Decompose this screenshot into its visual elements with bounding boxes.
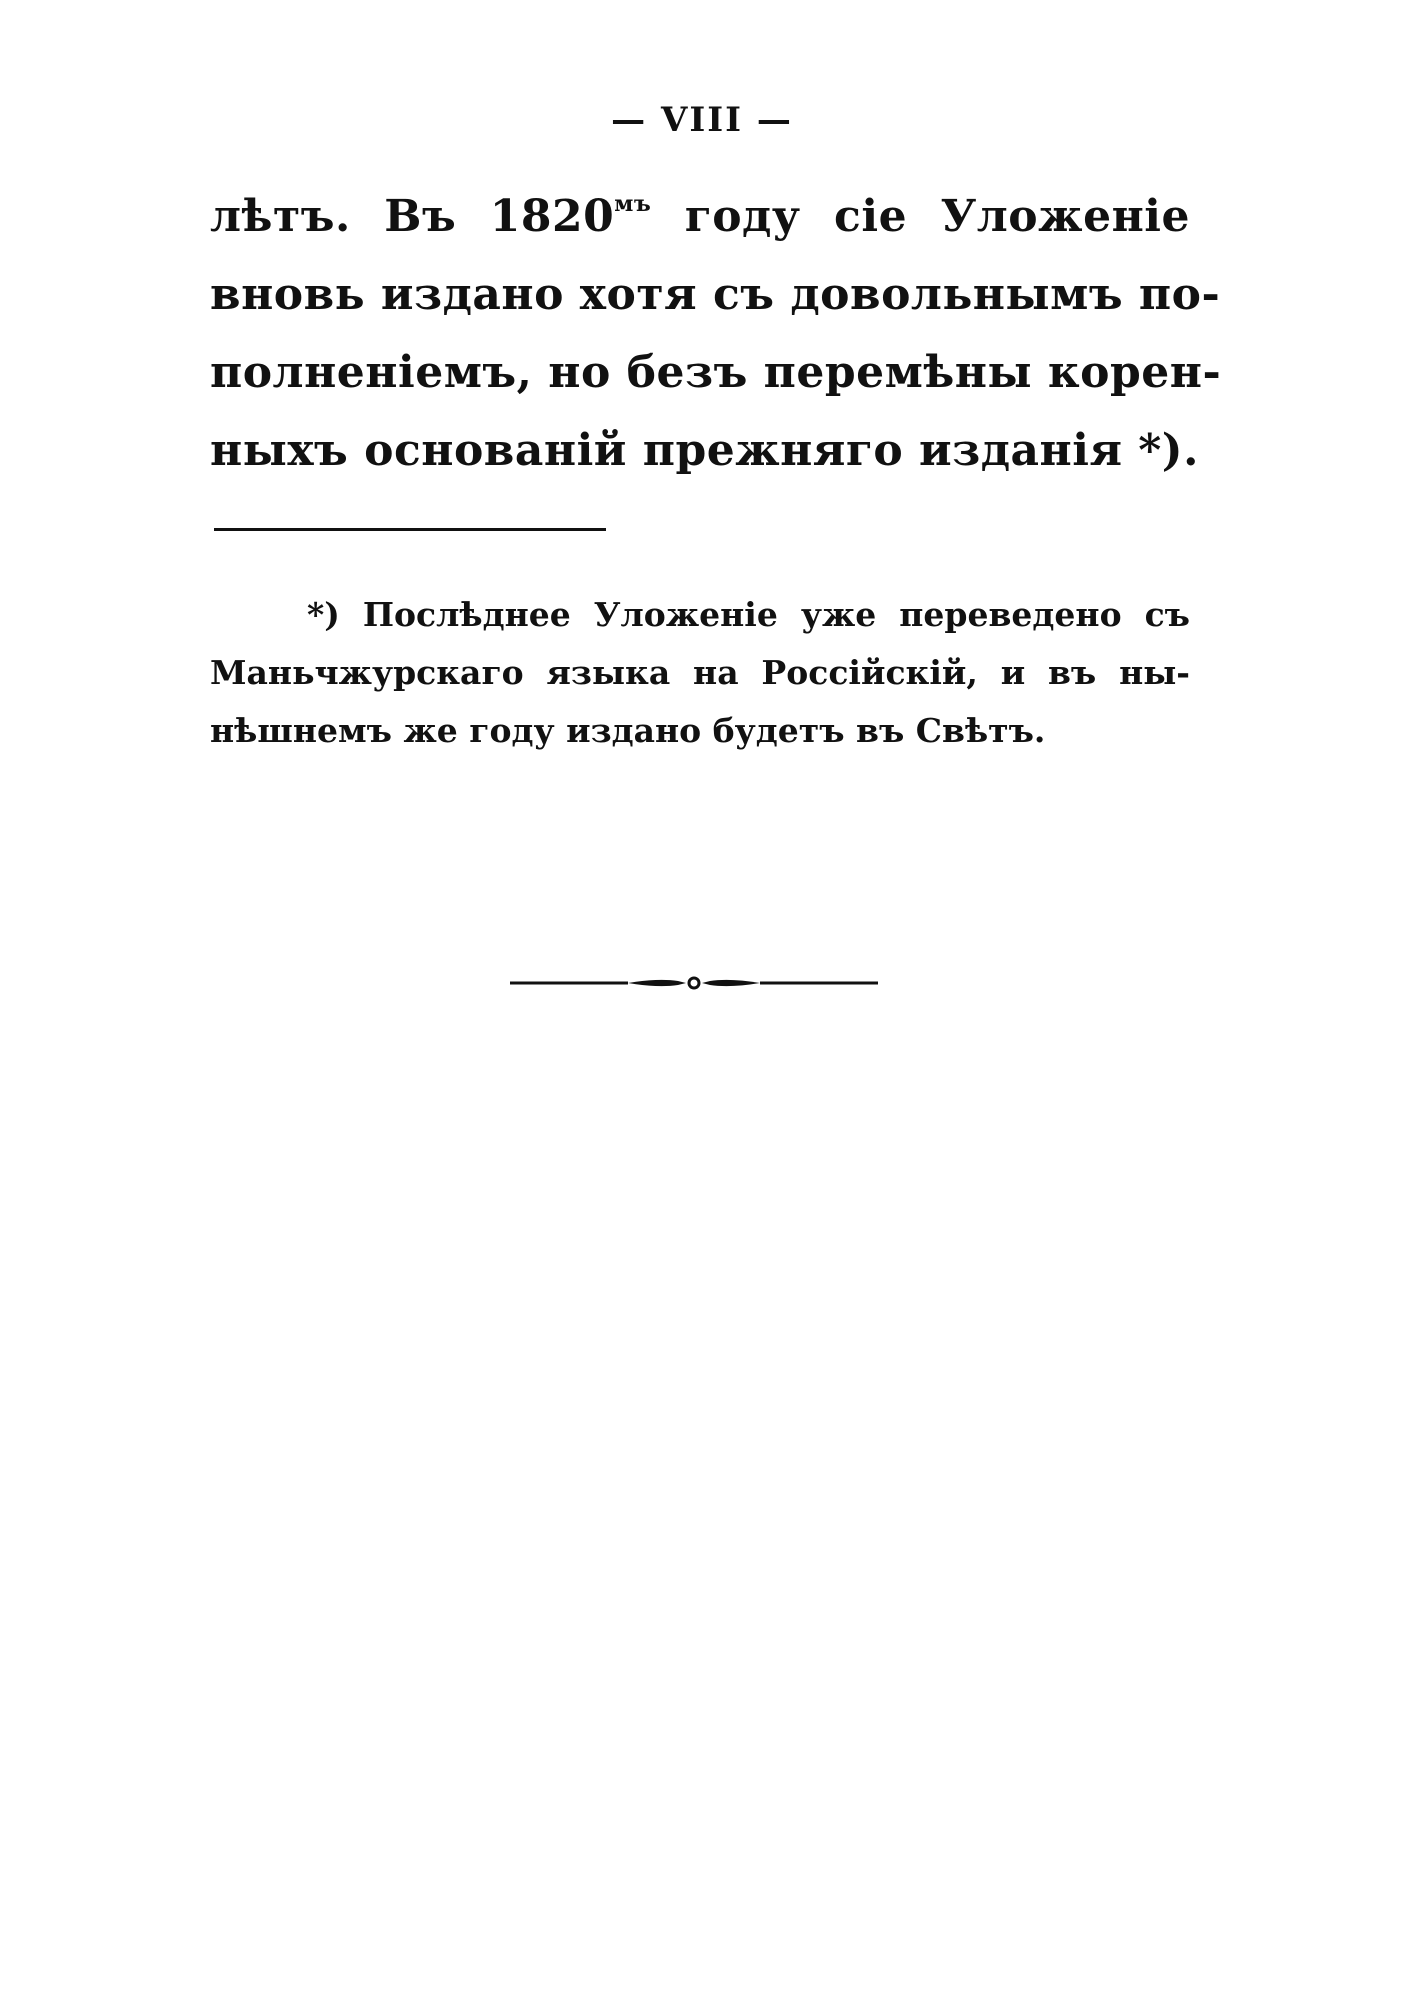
line-1-end: году сіе Уложеніе: [651, 191, 1190, 242]
paragraph-line-4: ныхъ основаній прежняго изданія *).: [210, 425, 1199, 476]
footnote-line-3: нѣшнемъ же году издано будетъ въ Свѣтъ.: [210, 711, 1046, 750]
paragraph-line-2: вновь издано хотя съ довольнымъ по-: [210, 269, 1221, 320]
footnote: [210, 586, 1190, 760]
ordinal-superscript: мъ: [614, 191, 652, 217]
paragraph-line-1: [210, 178, 1190, 256]
page-number-header: — VIII —: [611, 100, 793, 140]
ornamental-divider: [508, 968, 880, 998]
line-1-start: лѣтъ. Въ 1820: [210, 191, 615, 242]
paragraph-line-3: полненіемъ, но безъ перемѣны корен-: [210, 347, 1222, 398]
footnote-line-1: *) Послѣднее Уложеніе уже переведено съ: [307, 595, 1190, 634]
main-paragraph: [210, 178, 1222, 490]
footnote-line-2: Маньчжурскаго языка на Россійскій, и въ ны-: [210, 653, 1190, 692]
footnote-separator-rule: [214, 528, 606, 531]
